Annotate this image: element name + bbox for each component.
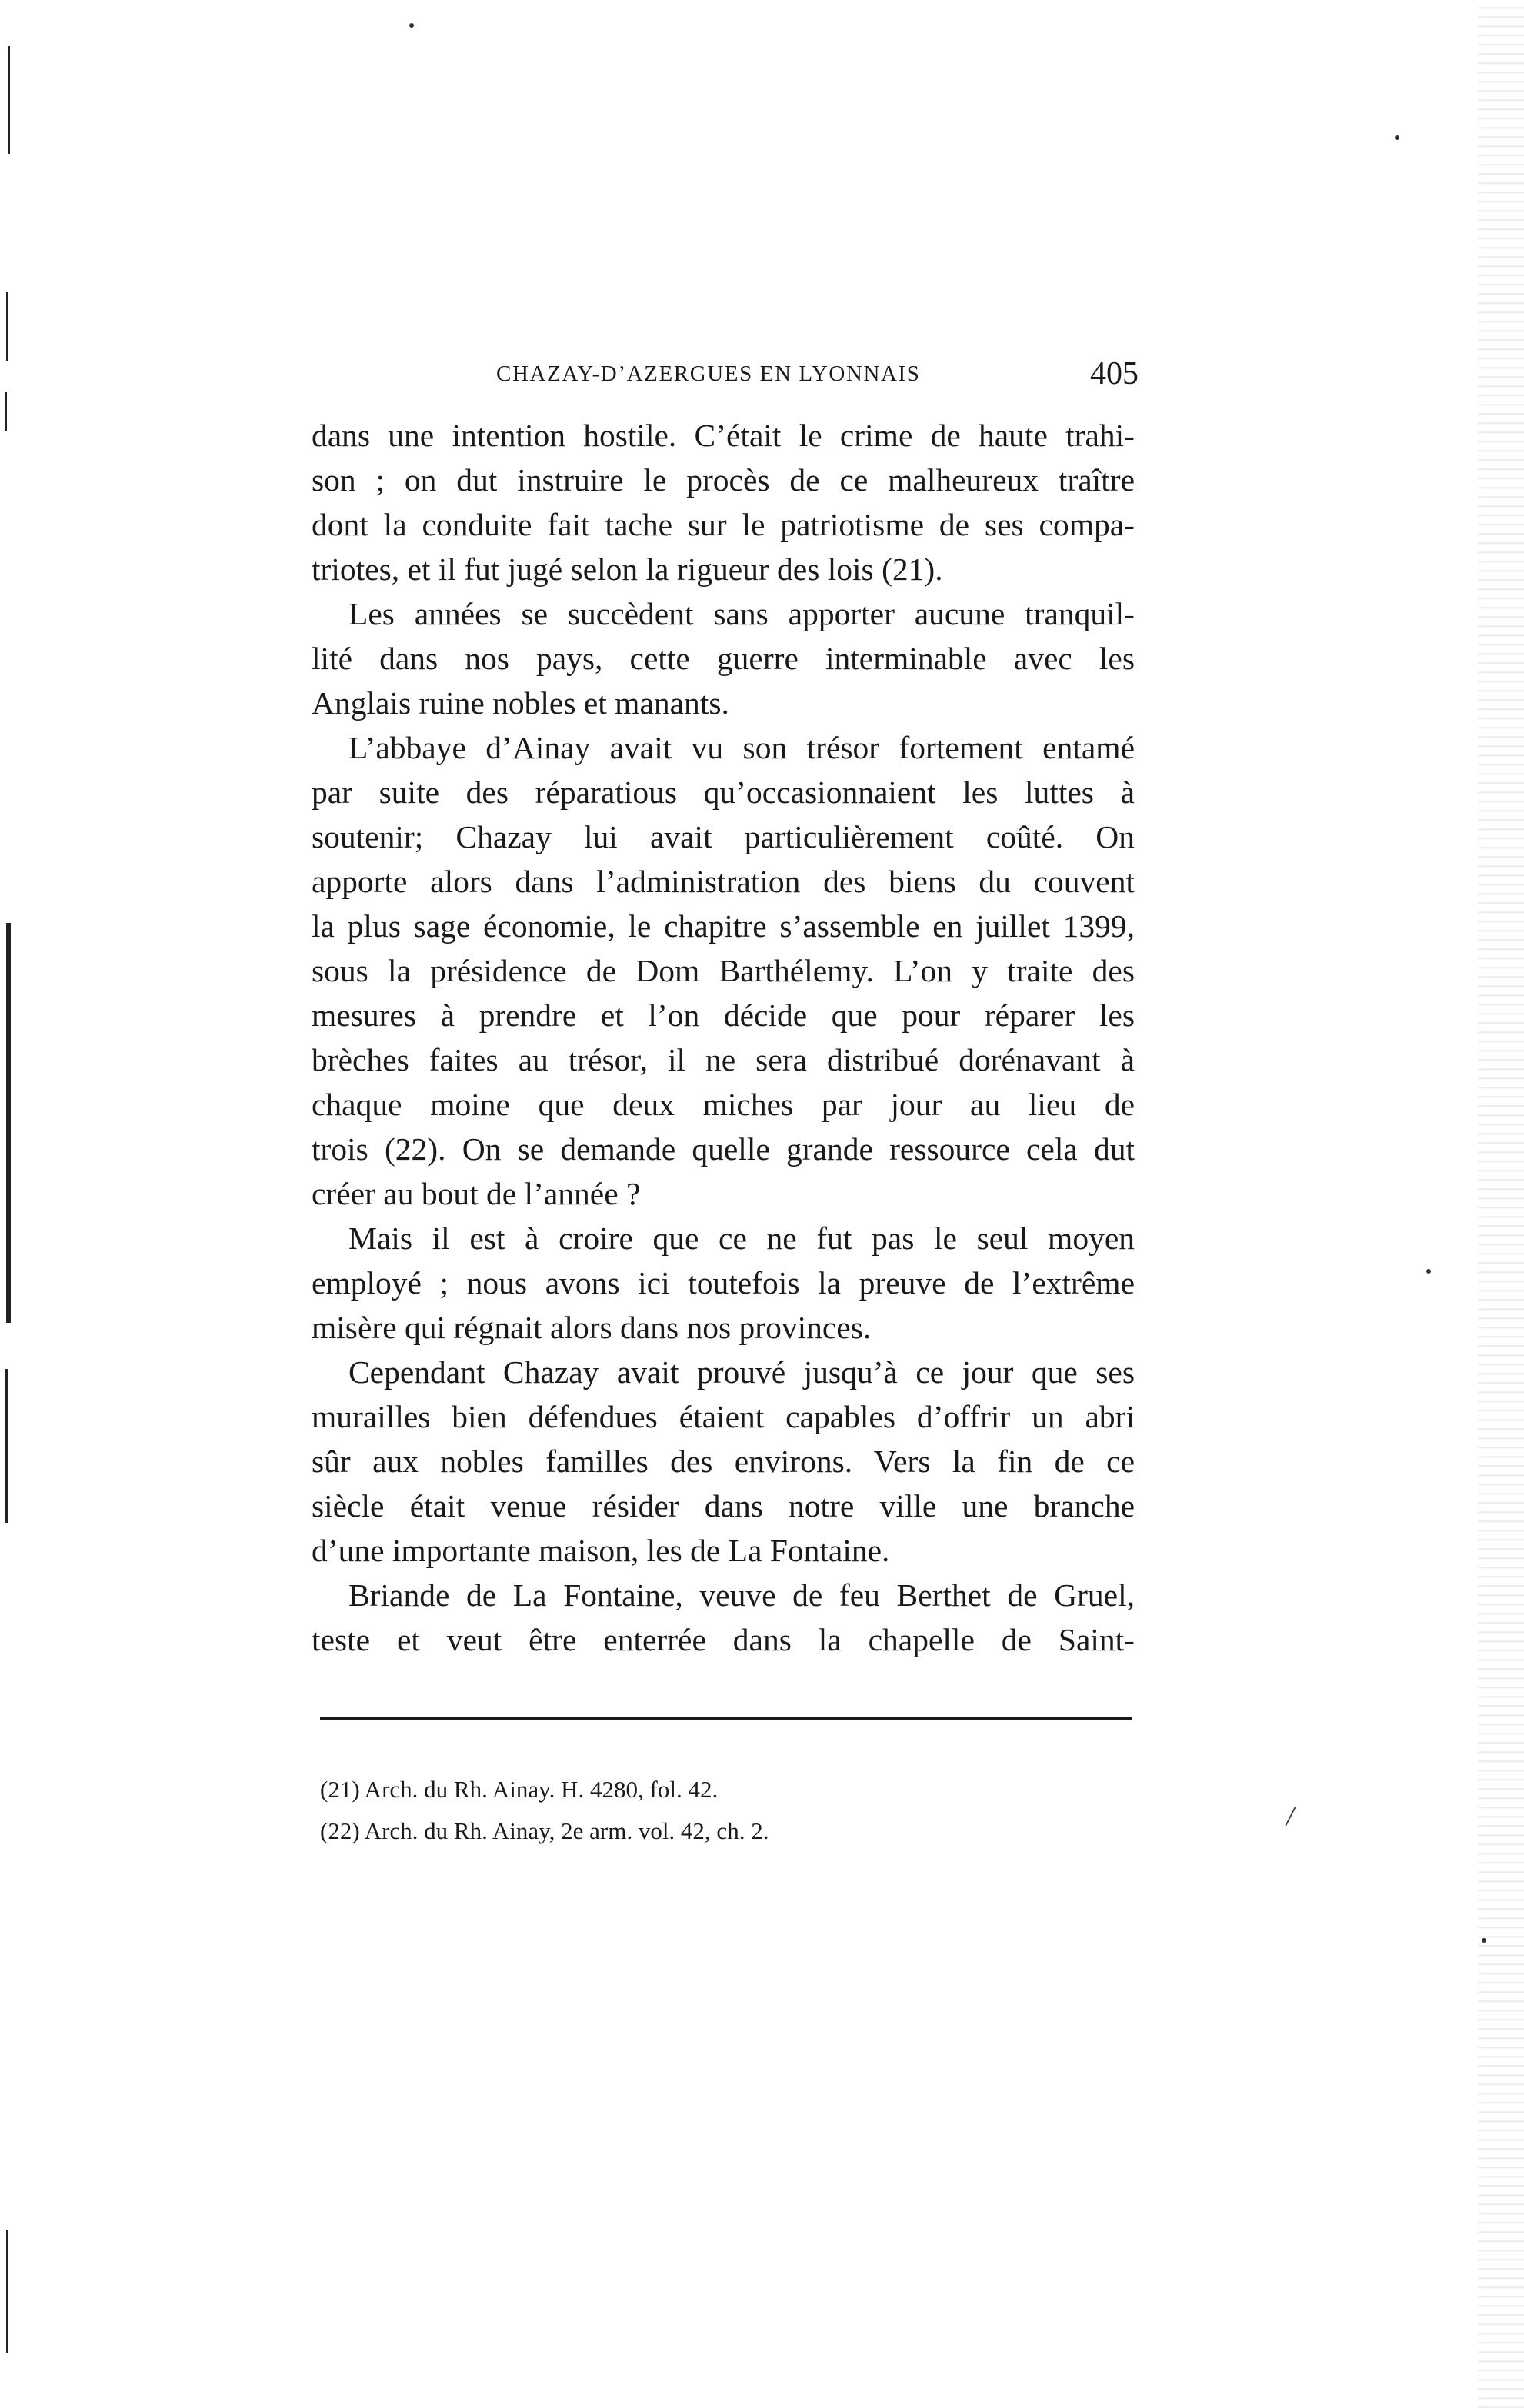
text-line: brèches faites au trésor, il ne sera distribué dorénavant à [312, 1042, 1135, 1077]
running-title: CHAZAY-D’AZERGUES EN LYONNAIS [496, 361, 921, 386]
text-line: soutenir; Chazay lui avait particulièrement coûté. On [312, 819, 1135, 854]
page-number: 405 [1090, 356, 1139, 391]
text-line: Mais il est à croire que ce ne fut pas le seul moyen [348, 1221, 1135, 1256]
text-line: par suite des réparatious qu’occasionnaient les luttes à [312, 774, 1135, 810]
footnote-rule [320, 1717, 1132, 1720]
text-line: sous la présidence de Dom Barthélemy. L’on y traite des [312, 953, 1135, 988]
footnote-22: (22) Arch. du Rh. Ainay, 2e arm. vol. 42, ch. 2. [320, 1817, 769, 1844]
text-line: dont la conduite fait tache sur le patriotisme de ses compa- [312, 507, 1135, 542]
text-line: Briande de La Fontaine, veuve de feu Berthet de Gruel, [348, 1577, 1135, 1613]
text-line: créer au bout de l’année ? [312, 1176, 641, 1211]
text-line: trois (22). On se demande quelle grande ressource cela dut [312, 1131, 1135, 1167]
text-line: d’une importante maison, les de La Fontaine. [312, 1533, 890, 1568]
text-line: employé ; nous avons ici toutefois la preuve de l’extrême [312, 1265, 1135, 1301]
running-head [312, 355, 1177, 401]
right-scan-noise [1478, 0, 1524, 2408]
text-line: la plus sage économie, le chapitre s’assemble en juillet 1399, [312, 908, 1135, 944]
text-line: L’abbaye d’Ainay avait vu son trésor fortement entamé [348, 730, 1135, 765]
text-line: Cependant Chazay avait prouvé jusqu’à ce jour que ses [348, 1354, 1135, 1390]
speck [1426, 1269, 1431, 1274]
text-line: chaque moine que deux miches par jour au lieu de [312, 1087, 1135, 1122]
text-line: lité dans nos pays, cette guerre interminable avec les [312, 641, 1135, 676]
margin-mark: / [1286, 1800, 1295, 1831]
text-line: Anglais ruine nobles et manants. [312, 685, 729, 721]
text-line: apporte alors dans l’administration des biens du couvent [312, 864, 1135, 899]
text-line: misère qui régnait alors dans nos provinces. [312, 1310, 872, 1345]
left-binding-edge [0, 0, 31, 2408]
speck [409, 23, 414, 28]
text-line: mesures à prendre et l’on décide que pour réparer les [312, 998, 1135, 1033]
body-text [312, 413, 1135, 1662]
speck [1482, 1938, 1486, 1943]
text-line: murailles bien défendues étaient capables d’offrir un abri [312, 1399, 1135, 1434]
text-line: dans une intention hostile. C’était le crime de haute trahi- [312, 418, 1135, 453]
text-line: son ; on dut instruire le procès de ce malheureux traître [312, 462, 1135, 498]
footnote-21: (21) Arch. du Rh. Ainay. H. 4280, fol. 42. [320, 1776, 719, 1803]
footnotes [320, 1769, 1132, 1852]
text-line: sûr aux nobles familles des environs. Vers la fin de ce [312, 1444, 1135, 1479]
speck [1395, 135, 1399, 140]
text-line: siècle était venue résider dans notre ville une branche [312, 1488, 1135, 1524]
text-line: teste et veut être enterrée dans la chapelle de Saint- [312, 1622, 1135, 1657]
text-line: triotes, et il fut jugé selon la rigueur des lois (21). [312, 551, 943, 587]
text-line: Les années se succèdent sans apporter aucune tranquil- [348, 596, 1135, 631]
